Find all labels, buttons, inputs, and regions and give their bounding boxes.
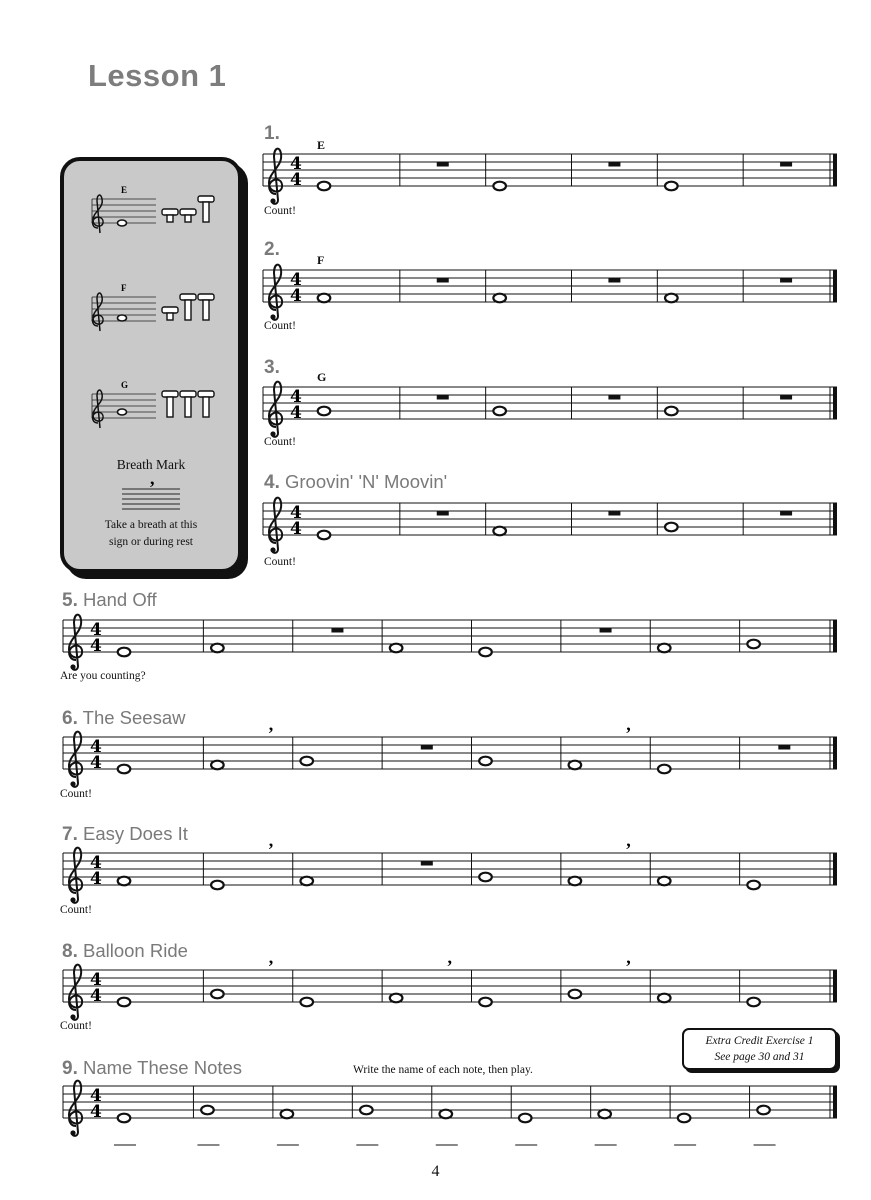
svg-text:4: 4 <box>90 970 102 990</box>
exercise-number: 2. <box>264 239 280 260</box>
exercise-number: 8. <box>62 941 78 962</box>
breath-mark-symbol: , <box>150 475 155 488</box>
note-name-label: G <box>317 370 327 384</box>
whole-note <box>598 1110 611 1119</box>
count-label: Count! <box>60 1020 92 1032</box>
svg-text:4: 4 <box>90 636 102 656</box>
final-barline-thick <box>833 1086 837 1118</box>
note-name-label: F <box>317 253 325 267</box>
breath-mark: , <box>447 947 452 967</box>
breath-mark: , <box>626 947 631 967</box>
extra-credit-line1: Extra Credit Exercise 1 <box>705 1035 814 1047</box>
count-label: Count! <box>60 788 92 800</box>
svg-text:4: 4 <box>90 620 102 640</box>
fingering-note-label: G <box>121 380 129 390</box>
count-label: Count! <box>264 205 296 217</box>
svg-text:4: 4 <box>90 737 102 757</box>
exercise-number: 5. <box>62 590 78 611</box>
note-name-label: E <box>317 138 326 152</box>
exercise-number: 3. <box>264 357 280 378</box>
exercise-number: 7. <box>62 824 78 845</box>
svg-text:4: 4 <box>290 154 302 174</box>
count-label: Are you counting? <box>60 670 146 682</box>
svg-text:4: 4 <box>90 1086 102 1106</box>
whole-note <box>281 1110 294 1119</box>
fingering-note-label: E <box>121 185 128 195</box>
exercise-name: Balloon Ride <box>77 940 188 961</box>
breath-mark: , <box>268 830 274 850</box>
instruction-text: Write the name of each note, then play. <box>353 1064 533 1076</box>
time-signature <box>90 1086 102 1122</box>
exercise-name: Hand Off <box>77 589 157 610</box>
page-number: 4 <box>431 1163 440 1180</box>
count-label: Count! <box>264 556 296 568</box>
count-label: Count! <box>264 436 296 448</box>
exercise-name: Easy Does It <box>77 823 188 844</box>
count-label: Count! <box>60 904 92 916</box>
count-label: Count! <box>264 320 296 332</box>
fingering-note-label: F <box>121 283 127 293</box>
svg-text:4: 4 <box>290 503 302 523</box>
breath-mark-line2: sign or during rest <box>108 536 193 548</box>
svg-text:4: 4 <box>290 270 302 290</box>
whole-note <box>757 1106 770 1115</box>
svg-text:4: 4 <box>290 286 302 306</box>
lesson-title: Lesson 1 <box>88 58 227 93</box>
exercise-name: Name These Notes <box>77 1057 243 1078</box>
svg-text:4: 4 <box>290 519 302 539</box>
whole-note <box>201 1106 214 1115</box>
exercise-number: 4. <box>264 472 280 493</box>
whole-note <box>678 1114 691 1123</box>
exercise-number: 6. <box>62 708 78 729</box>
breath-mark: , <box>626 714 631 734</box>
svg-text:4: 4 <box>90 753 102 773</box>
svg-text:4: 4 <box>290 403 302 423</box>
exercise-title <box>62 1057 242 1080</box>
whole-note <box>519 1114 532 1123</box>
svg-text:4: 4 <box>90 869 102 889</box>
svg-text:4: 4 <box>290 170 302 190</box>
whole-note <box>439 1110 452 1119</box>
breath-mark-line1: Take a breath at this <box>104 519 198 531</box>
breath-mark-title: Breath Mark <box>116 457 186 472</box>
breath-mark: , <box>268 947 274 967</box>
breath-mark: , <box>626 830 631 850</box>
exercise-name: The Seesaw <box>77 707 186 728</box>
breath-mark: , <box>268 714 274 734</box>
svg-text:4: 4 <box>90 986 102 1006</box>
svg-text:4: 4 <box>90 853 102 873</box>
svg-text:4: 4 <box>290 387 302 407</box>
treble-clef-icon <box>69 1081 82 1136</box>
exercise-number: 1. <box>264 123 280 144</box>
extra-credit-line2: See page 30 and 31 <box>714 1051 805 1063</box>
whole-note <box>118 1114 131 1123</box>
whole-note <box>360 1106 373 1115</box>
exercise-number: 9. <box>62 1058 78 1079</box>
svg-text:4: 4 <box>90 1102 102 1122</box>
exercise-name: Groovin' 'N' Moovin' <box>279 471 448 492</box>
